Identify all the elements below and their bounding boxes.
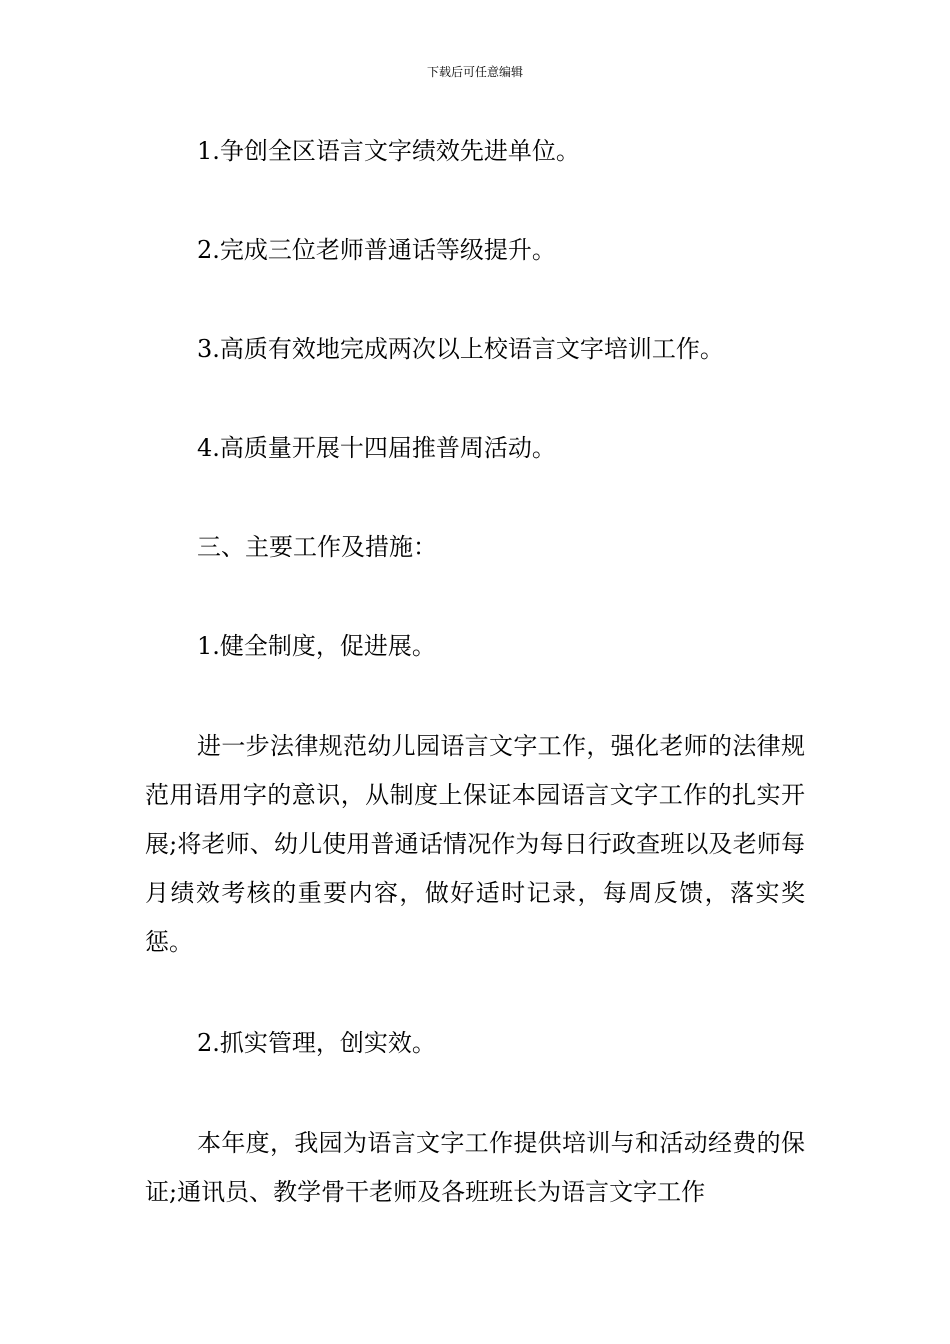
subheading: 1.健全制度，促进展。 (197, 632, 436, 660)
body-paragraph: 进一步法律规范幼儿园语言文字工作，强化老师的法律规范用语用字的意识，从制度上保证本园语言文字工作的扎实开展;将老师、幼儿使用普通话情况作为每日行政查班以及老师每月绩效考核的重要内容，做好适时记录，每周反馈，落实奖惩。 (145, 732, 805, 956)
page-header-note: 下载后可任意编辑 (426, 65, 523, 79)
subheading: 2.抓实管理，创实效。 (197, 1029, 436, 1057)
section-heading: 三、主要工作及措施： (197, 533, 437, 561)
list-item: 4.高质量开展十四届推普周活动。 (197, 434, 556, 462)
list-item: 1.争创全区语言文字绩效先进单位。 (197, 137, 580, 165)
list-item: 3.高质有效地完成两次以上校语言文字培训工作。 (197, 335, 724, 363)
list-item: 2.完成三位老师普通话等级提升。 (197, 236, 556, 264)
body-paragraph: 本年度，我园为语言文字工作提供培训与和活动经费的保证;通讯员、教学骨干老师及各班班长为语言文字工作 (145, 1129, 805, 1206)
